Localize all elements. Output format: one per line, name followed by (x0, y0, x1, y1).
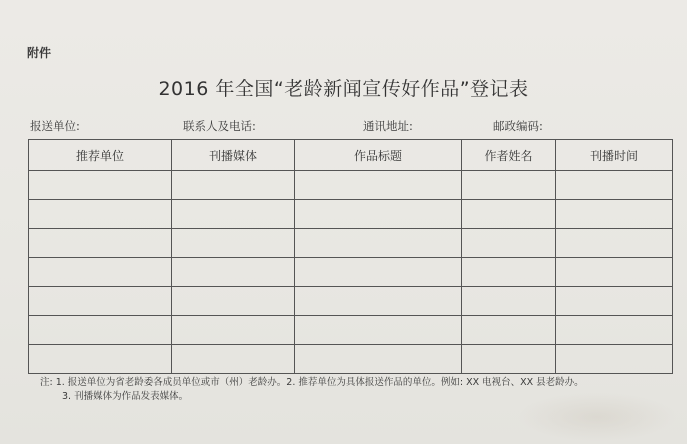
table-row (29, 258, 673, 287)
field-postcode-label: 邮政编码: (493, 119, 543, 133)
header-fields (0, 118, 687, 136)
table-cell[interactable] (462, 345, 556, 374)
table-cell[interactable] (29, 258, 172, 287)
table-cell[interactable] (556, 287, 673, 316)
table-cell[interactable] (295, 287, 462, 316)
table-cell[interactable] (172, 229, 295, 258)
table-cell[interactable] (295, 200, 462, 229)
table-cell[interactable] (172, 345, 295, 374)
table-cell[interactable] (295, 258, 462, 287)
table-cell[interactable] (462, 229, 556, 258)
table-cell[interactable] (295, 171, 462, 200)
table-cell[interactable] (462, 287, 556, 316)
table-row (29, 200, 673, 229)
table-cell[interactable] (556, 229, 673, 258)
table-row (29, 345, 673, 374)
table-cell[interactable] (172, 200, 295, 229)
table-cell[interactable] (295, 316, 462, 345)
table-cell[interactable] (556, 171, 673, 200)
table-cell[interactable] (29, 316, 172, 345)
form-title: 2016 年全国“老龄新闻宣传好作品”登记表 (158, 78, 529, 100)
header-author-name: 作者姓名 (462, 140, 556, 171)
table-body (29, 171, 673, 374)
header-media: 刊播媒体 (172, 140, 295, 171)
table-cell[interactable] (295, 229, 462, 258)
field-contact-label: 联系人及电话: (183, 119, 256, 133)
table-cell[interactable] (556, 200, 673, 229)
registration-table (28, 139, 673, 374)
header-publish-time: 刊播时间 (556, 140, 673, 171)
table-cell[interactable] (295, 345, 462, 374)
table-cell[interactable] (29, 200, 172, 229)
table-cell[interactable] (462, 316, 556, 345)
table-row (29, 229, 673, 258)
field-address-label: 通讯地址: (363, 119, 413, 133)
note-line-1: 注: 1. 报送单位为省老龄委各成员单位或市（州）老龄办。2. 推荐单位为具体报送作品的单位。例如: XX 电视台、XX 县老龄办。 (40, 377, 584, 388)
table-cell[interactable] (172, 258, 295, 287)
notes (40, 376, 584, 404)
table-row (29, 316, 673, 345)
table-cell[interactable] (172, 287, 295, 316)
field-unit-label: 报送单位: (30, 119, 80, 133)
table-cell[interactable] (462, 171, 556, 200)
table-row (29, 171, 673, 200)
table-cell[interactable] (29, 287, 172, 316)
table-cell[interactable] (29, 345, 172, 374)
note-line-2: 3. 刊播媒体为作品发表媒体。 (62, 391, 189, 402)
table-cell[interactable] (29, 171, 172, 200)
table-cell[interactable] (556, 258, 673, 287)
table-row (29, 287, 673, 316)
attachment-label: 附件 (27, 46, 52, 60)
table-cell[interactable] (172, 316, 295, 345)
table-cell[interactable] (29, 229, 172, 258)
header-recommending-unit: 推荐单位 (29, 140, 172, 171)
header-work-title: 作品标题 (295, 140, 462, 171)
table-cell[interactable] (556, 316, 673, 345)
table-cell[interactable] (172, 171, 295, 200)
table-cell[interactable] (462, 258, 556, 287)
table-cell[interactable] (556, 345, 673, 374)
table-cell[interactable] (462, 200, 556, 229)
table-header-row (29, 140, 673, 171)
